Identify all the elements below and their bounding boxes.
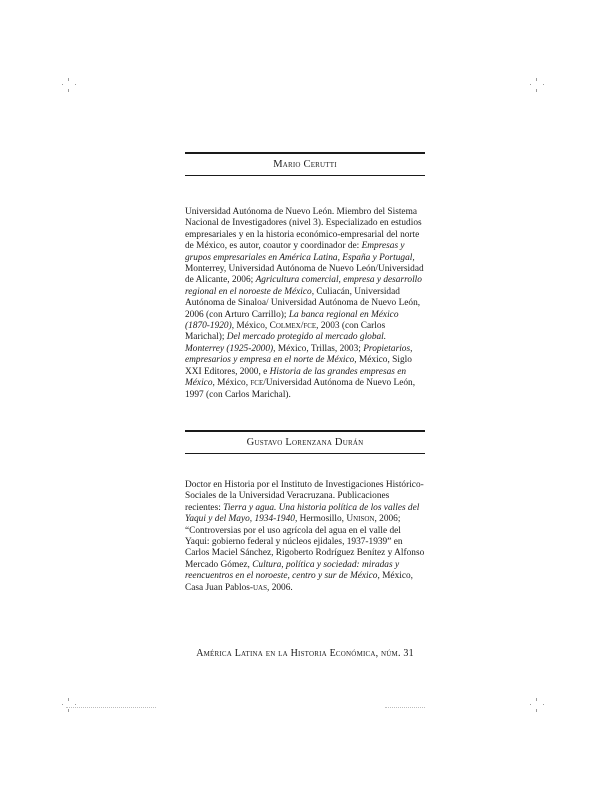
bio-title: Del mercado protegido al mercado global. Monterrey (1925-2000) [185,332,387,354]
bio-title: Empresas y grupos empresariales en América Latina, España y Portugal [185,241,413,263]
bio-publisher-abbrev: fce [250,378,264,389]
bio-publisher-abbrev: uas [253,582,268,593]
bio-title: Cultura, política y sociedad: miradas y reencuentros en el noroeste, centro y sur de México [185,559,400,582]
bio-text: , México, Casa Juan Pablos- [185,571,413,593]
bio-title: Propietarios, empresarios y empresa en el norte de México [185,343,413,366]
author-header-1 [185,152,425,176]
bio-publisher-abbrev: Unison [346,514,375,525]
author-header-2 [185,430,425,454]
bio-text: , 2003 (con Carlos Marichal); [185,321,386,343]
bio-title: Agricultura comercial, empresa y desarrollo regional en el noroeste de México [185,275,422,297]
bio-title: Tierra y agua. Una historia política de los valles del Yaqui y del Mayo, 1934-1940 [185,502,420,525]
author-bio-1 [185,207,425,401]
crop-mark-bottom-right [530,698,544,712]
author-bio-2 [185,480,425,594]
author-name-1: Mario Cerutti [273,159,337,170]
header-rule-bottom [185,175,425,176]
trim-line-left [66,707,156,714]
running-footer [150,648,460,659]
bio-text: , México, Siglo XXI Editores, 2000, e [185,355,412,377]
crop-mark-top-left [62,78,76,92]
bio-publisher-abbrev: Colmex/fce [269,321,317,332]
bio-text: , México, [212,378,251,389]
bio-title: Historia de las grandes empresas en México [185,366,407,389]
bio-text: , 2006. [267,582,293,593]
bio-text: , México, [231,321,270,332]
bio-text: /Universidad Autónoma de Nuevo León, 1997 (con Carlos Marichal). [185,378,416,400]
bio-text: , Monterrey, Universidad Autónoma de Nuevo León/Universidad de Alicante, 2006; [185,252,424,286]
bio-text: , 2006; “Controversias por el uso agrícola del agua en el valle del Yaqui: gobierno federal y núcleos ejidales, 1937-1939” en Carlos Maciel Sánchez, Rigoberto Rodríguez Benítez y Alfonso Mercado Gómez, [185,514,425,570]
journal-name: América Latina en la Historia Económica, núm. [196,648,401,659]
bio-text: Doctor en Historia por el Instituto de Investigaciones Histórico-Sociales de la Universidad Veracruzana. Publicaciones recientes: [185,480,424,513]
bio-text: , Hermosillo, [294,514,347,525]
issue-number: 31 [403,648,414,659]
bio-title: La banca regional en México (1870-1920) [185,309,399,332]
author-name-2: Gustavo Lorenzana Durán [246,437,364,448]
bio-text: Universidad Autónoma de Nuevo León. Miembro del Sistema Nacional de Investigadores (nivel 3). Especializado en estudios empresariales y en la historia económico-empresarial del norte de México, es autor, coautor y coordinador de: [185,207,422,252]
crop-mark-top-right [530,78,544,92]
header-rule-bottom [185,453,425,454]
bio-text: , Culiacán, Universidad Autónoma de Sinaloa/ Universidad Autónoma de Nuevo León, 2006 (con Arturo Carrillo); [185,286,421,320]
bio-text: , México, Trillas, 2003; [273,343,364,354]
trim-line-right [385,707,425,714]
